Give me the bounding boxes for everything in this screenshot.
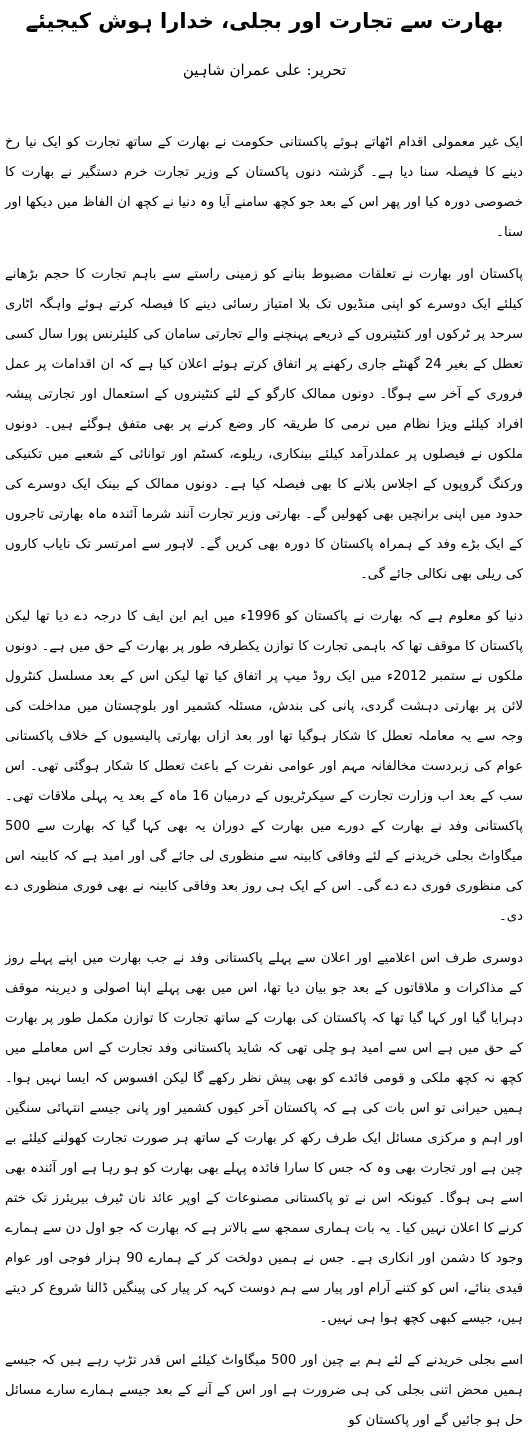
article-paragraph-4: دوسری طرف اس اعلامیے اور اعلان سے پہلے پاکستانی وفد نے جب بھارت میں اپنے پہلے روز کے مذاکرات و ملاقاتوں کے بعد جو بیان دیا تھا، اس میں بھی پہلے اپنا اصولی و دیرینہ موقف دہرایا گیا اور کہا گیا تھا کہ پاکستان کی بھارت کے ساتھ تجارت کا توازن مکمل طور پر بھارت کے حق میں ہے اس سے امید ہو چلی تھی کہ شاید پاکستانی وفد تجارت کے اس معاملے میں کچھ نہ کچھ ملکی و قومی فائدے کو بھی پیش نظر رکھے گا لیکن افسوس کہ ایسا نہیں ہوا۔ ہمیں حیرانی تو اس بات کی ہے کہ پاکستان آخر کیوں کشمیر اور پانی جیسے انتہائی سنگین اور اہم و مرکزی مسائل ایک طرف رکھ کر بھارت کے ساتھ ہر صورت تجارت کھولنے کیلئے بے چین ہے اور تجارت بھی وہ کہ جس کا سارا فائدہ پہلے بھی بھارت کو ہو رہا ہے اور آئندہ بھی اسے ہی ہوگا۔ کیونکہ اس نے تو پاکستانی مصنوعات کے اوپر عائد نان ٹیرف بیریئرز تک ختم کرنے کا اعلان نہیں کیا۔ یہ بات ہماری سمجھ سے بالاتر ہے کہ بھارت کہ جو اول دن سے ہمارے وجود کا دشمن اور انکاری ہے۔ جس نے ہمیں دولخت کر کے ہمارے 90 ہزار فوجی اور عوام قیدی بنائے، اس کو کتنے آرام اور پیار سے ہم دوست کہہ کر پیار کی پینگیں ڈالنا شروع کر دیتے ہیں، جیسے کبھی کچھ ہوا ہی نہیں۔ <box>5 951 523 1326</box>
article-title: بھارت سے تجارت اور بجلی، خدارا ہوش کیجیئے <box>25 9 504 33</box>
article-paragraph-1: ایک غیر معمولی اقدام اٹھاتے ہوئے پاکستانی حکومت نے بھارت کے ساتھ تجارت کو ایک نیا رخ دینے کا فیصلہ سنا دیا ہے۔ گزشتہ دنوں پاکستان کے وزیر تجارت خرم دستگیر نے بھارت کا خصوصی دورہ کیا اور پھر اس کے بعد جو کچھ سامنے آیا وہ دنیا نے کچھ ان الفاظ میں دیکھا اور سنا۔ <box>5 135 523 240</box>
article-byline: تحریر: علی عمران شاہین <box>182 61 347 79</box>
article-paragraph-5: اسے بجلی خریدنے کے لئے ہم بے چین اور 500 میگاواٹ کیلئے اس قدر تڑپ رہے ہیں کہ جیسے ہمیں محض اتنی بجلی کی ہی ضرورت ہے اور اس کے آنے کے بعد جیسے ہمارے سارے مسائل حل ہو جائیں گے اور پاکستان کو <box>5 1353 523 1428</box>
article-paragraph-3: دنیا کو معلوم ہے کہ بھارت نے پاکستان کو 1996ء میں ایم این ایف کا درجہ دے دیا تھا لیکن پاکستان کا موقف تھا کہ باہمی تجارت کا توازن یکطرفہ طور پر بھارت کے حق میں ہے۔ دونوں ملکوں نے ستمبر 2012ء میں ایک روڈ میپ پر اتفاق کیا تھا لیکن اس کے بعد مسلسل کنٹرول لائن پر بھارتی دہشت گردی، پانی کی بندش، مسئلہ کشمیر اور بلوچستان میں مداخلت کی وجہ سے یہ معاملہ تعطل کا شکار ہوگیا تھا اور بعد ازاں بھارتی پالیسیوں کے خلاف پاکستانی عوام کی زبردست مخالفانہ مہم اور عوامی نفرت کے باعث تعطل کا شکار ہوگئی تھی۔ اس سب کے بعد اب وزارت تجارت کے سیکرٹریوں کے درمیان 16 ماہ کے بعد یہ پہلی ملاقات تھی۔ پاکستانی وفد نے بھارت کے دورے میں بھارت کے دوران یہ بھی کہا گیا کہ بھارت سے 500 میگاواٹ بجلی خریدنے کے لئے وفاقی کابینہ سے منظوری لی جائے گی اور امید ہے کہ کابینہ اس کی منظوری فوری دے دے گی۔ اس کے ایک ہی روز بعد وفاقی کابینہ نے بھی فوری منظوری دے دی۔ <box>5 609 524 924</box>
article-body <box>5 128 524 1428</box>
article-paragraph-2: پاکستان اور بھارت نے تعلقات مضبوط بنانے کو زمینی راستے سے باہم تجارت کا حجم بڑھانے کیلئے ایک دوسرے کو اپنی منڈیوں تک بلا امتیاز رسائی دینے کا فیصلہ کرتے ہوئے واہگہ اٹاری سرحد پر ٹرکوں اور کنٹینروں کے ذریعے پہنچنے والے تجارتی سامان کی کلیئرنس پورا سال کسی تعطل کے بغیر 24 گھنٹے جاری رکھنے پر اتفاق کرتے ہوئے اعلان کیا ہے کہ ان اقدامات پر عمل فروری کے آخر سے ہوگا۔ دونوں ممالک کارگو کے لئے کنٹینروں کے استعمال اور تجارتی پیشہ افراد کیلئے ویزا نظام میں نرمی کا طریقہ کار وضع کرنے پر بھی متفق ہوگئے ہیں۔ دونوں ملکوں نے فیصلوں پر عملدرآمد کیلئے بینکاری، ریلوے، کسٹم اور توانائی کے شعبے میں تکنیکی ورکنگ گروپوں کے اجلاس بلانے کا بھی فیصلہ کیا ہے۔ دونوں ممالک کے بینک ایک دوسرے کی حدود میں اپنی برانچیں بھی کھولیں گے۔ بھارتی وزیر تجارت آنند شرما آئندہ ماہ بھارتی تاجروں کے ایک بڑے وفد کے ہمراہ پاکستان کا دورہ بھی کریں گے۔ لاہور سے امرتسر تک نایاب کاروں کی ریلی بھی نکالی جائے گی۔ <box>5 267 524 582</box>
